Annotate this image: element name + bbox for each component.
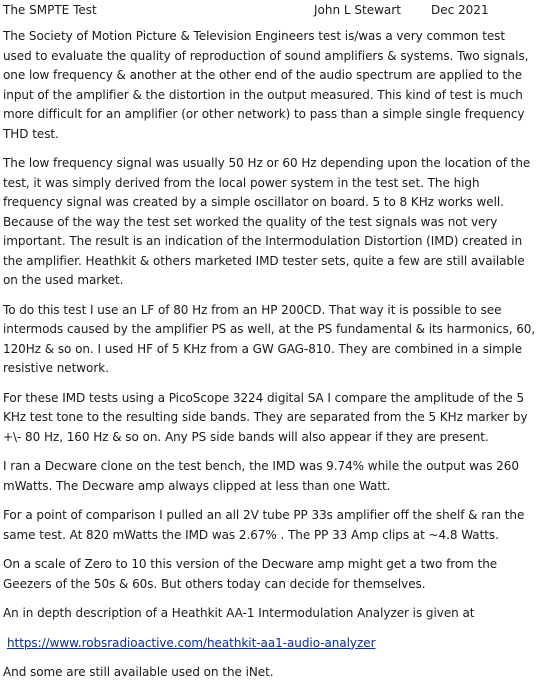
paragraph-heathkit-description: An in depth description of a Heathkit AA-1 Intermodulation Analyzer is given at [3, 606, 475, 620]
document-date: Dec 2021 [431, 3, 489, 17]
paragraph-test-setup: To do this test I use an LF of 80 Hz from an HP 200CD. That way it is possible to see intermods caused by the amplifier PS as well, at the PS fundamental & its harmonics, 60, 120Hz & so on. I used HF of 5 KHz from a GW GAG-810. They are combined in a simple resistive network. [3, 302, 536, 375]
author-name: John L Stewart [314, 3, 401, 17]
paragraph-low-frequency: The low frequency signal was usually 50 Hz or 60 Hz depending upon the location of the test, it was simply derived from the local power system in the test set. The high frequency signal was created by a simple oscillator on board. 5 to 8 KHz works well. Because of the way the test set worked the quality of the test signals was not very important. The result is an indication of the Intermodulation Distortion (IMD) created in the amplifier. Heathkit & others marketed IMD tester sets, quite a few are still available on the used market. [3, 156, 531, 287]
paragraph-comparison: For a point of comparison I pulled an all 2V tube PP 33s amplifier off the shelf & ran the same test. At 820 mWatts the IMD was 2.67% . The PP 33 Amp clips at ~4.8 Watts. [3, 508, 525, 542]
paragraph-closing: And some are still available used on the iNet. [3, 665, 274, 679]
document-title: The SMPTE Test [3, 3, 97, 17]
paragraph-scale: On a scale of Zero to 10 this version of the Decware amp might get a two from the Geezers of the 50s & 60s. But others today can decide for themselves. [3, 557, 498, 591]
paragraph-decware-result: I ran a Decware clone on the test bench, the IMD was 9.74% while the output was 260 mWatts. The Decware amp always clipped at less than one Watt. [3, 459, 519, 493]
paragraph-intro: The Society of Motion Picture & Television Engineers test is/was a very common test used to evaluate the quality of reproduction of sound amplifiers & systems. Two signals, one low frequency & another at the other end of the audio spectrum are applied to the input of the amplifier & the distortion in the output measured. This kind of test is much more difficult for an amplifier (or other network) to pass than a simple single frequency THD test. [3, 29, 529, 141]
document-header [3, 0, 537, 20]
heathkit-link[interactable]: https://www.robsradioactive.com/heathkit-aa1-audio-analyzer [7, 635, 376, 650]
link-line [3, 634, 537, 654]
paragraph-picoscope: For these IMD tests using a PicoScope 3224 digital SA I compare the amplitude of the 5 KHz test tone to the resulting side bands. They are separated from the 5 KHz marker by +\- 80 Hz, 160 Hz & so on. Any PS side bands will also appear if they are present. [3, 390, 528, 444]
